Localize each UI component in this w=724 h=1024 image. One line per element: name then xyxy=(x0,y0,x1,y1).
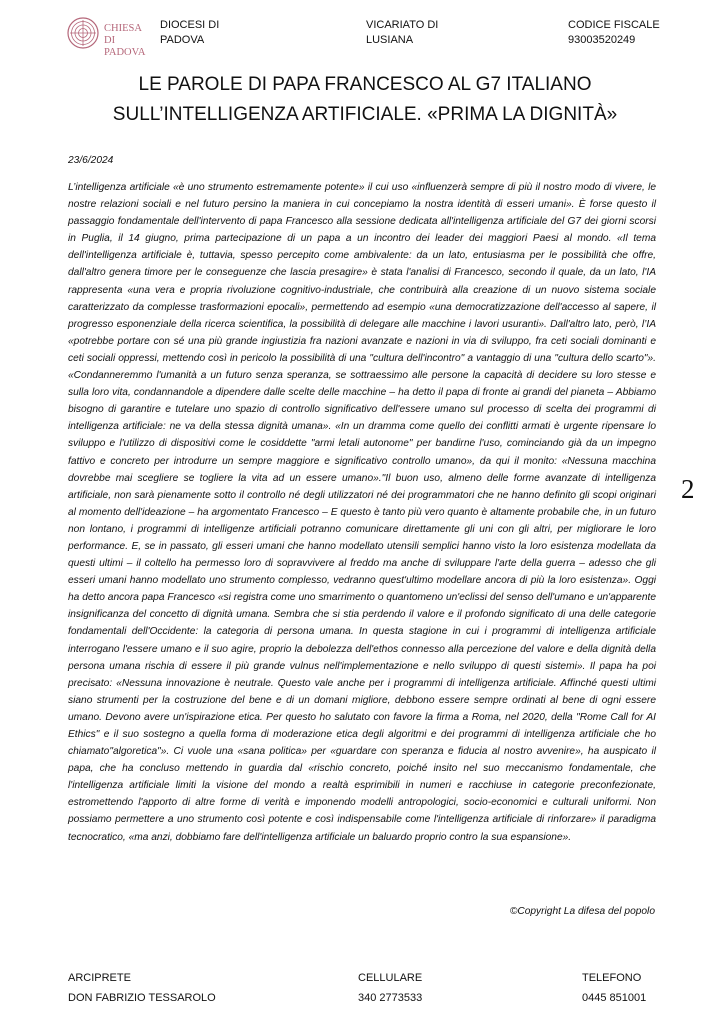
codice-fiscale-block xyxy=(568,18,660,48)
arciprete-label: ARCIPRETE xyxy=(68,972,131,984)
logo-emblem-icon xyxy=(66,16,100,50)
article-title xyxy=(60,70,670,130)
vicariato-block xyxy=(366,18,438,48)
logo-text xyxy=(104,23,150,59)
copyright-note: ©Copyright La difesa del popolo xyxy=(509,906,655,917)
article-date: 23/6/2024 xyxy=(68,155,114,166)
telefono-block xyxy=(582,968,646,1008)
title-line-2: SULL’INTELLIGENZA ARTIFICIALE. «PRIMA LA DIGNITÀ» xyxy=(112,104,618,125)
article-body: L’intelligenza artificiale «è uno strumento estremamente potente» il cui uso «influenzerà sempre di più il nostro modo di vivere, le nostre relazioni sociali e nel futuro persino la maniera in cui concepiamo la nostra identità di esseri umani». È forse questo il passaggio fondamentale dell'intervento di papa Francesco alla sessione dedicata all'intelligenza artificiale del G7 dei giorni scorsi in Puglia, il 14 giugno, prima partecipazione di un papa a un incontro dei leader dei maggiori Paesi al mondo. «Il tema dell'intelligenza artificiale è, tuttavia, spesso percepito come ambivalente: da un lato, entusiasma per le possibilità che offre, dall'altro genera timore per le conseguenze che lascia presagire» è stata l'analisi di Francesco, secondo il quale, da un lato, l'IA rappresenta «una vera e propria rivoluzione cognitivo-industriale, che contribuirà alla creazione di un nuovo sistema sociale caratterizzato da complesse trasformazioni epocali», permettendo ad esempio «una democratizzazione dell'accesso al sapere, il progresso esponenziale della ricerca scientifica, la possibilità di delegare alle macchine i lavori usuranti». Dall'altro lato, però, l’IA «potrebbe portare con sé una più grande ingiustizia fra nazioni avanzate e nazioni in via di sviluppo, fra ceti sociali dominanti e ceti sociali oppressi, mettendo così in pericolo la possibilità di una "cultura dell'incontro" a vantaggio di una "cultura dello scarto"». «Condanneremmo l'umanità a un futuro senza speranza, se sottraessimo alle persone la capacità di decidere su loro stesse e sulla loro vita, condannandole a dipendere dalle scelte delle macchine – ha detto il papa di fronte ai grandi del pianeta – Abbiamo bisogno di garantire e tutelare uno spazio di controllo significativo dell'essere umano sul processo di scelta dei programmi di intelligenza artificiale: ne va della stessa dignità umana». «In un dramma come quello dei conflitti armati è urgente ripensare lo sviluppo e l'utilizzo di dispositivi come le cosiddette "armi letali autonome" per bandirne l'uso, cominciando già da un impegno fattivo e concreto per introdurre un sempre maggiore e significativo controllo umano», da qui il monito: «Nessuna macchina dovrebbe mai scegliere se togliere la vita ad un essere umano»."Il buon uso, almeno delle forme avanzate di intelligenza artificiale, non sarà pienamente sotto il controllo né degli utilizzatori né dei programmatori che ne hanno definito gli scopi originari al momento dell'ideazione – ha argomentato Francesco – E questo è tanto più vero quanto è altamente probabile che, in un futuro non lontano, i programmi di intelligenze artificiali potranno comunicare direttamente gli uni con gli altri, per migliorare le loro performance. E, se in passato, gli esseri umani che hanno modellato utensili semplici hanno visto la loro esistenza modellata da questi ultimi – il coltello ha permesso loro di sopravvivere al freddo ma anche di sviluppare l'arte della guerra – adesso che gli esseri umani hanno modellato uno strumento complesso, vedranno quest'ultimo modellare ancora di più la loro esistenza». Oggi ha detto ancora papa Francesco «si registra come uno smarrimento o quantomeno un'eclissi del senso dell'umano e un'apparente insignificanza del concetto di dignità umana. Sembra che si stia perdendo il valore e il profondo significato di una delle categorie fondamentali dell'Occidente: la categoria di persona umana. In questa stagione in cui i programmi di intelligenza artificiale interrogano l'essere umano e il suo agire, proprio la debolezza dell'ethos connesso alla percezione del valore e della dignità della persona umana rischia di essere il più grande vulnus nell'implementazione e nello sviluppo di questi sistemi». Il papa ha poi precisato: «Nessuna innovazione è neutrale. Questo vale anche per i programmi di intelligenza artificiale. Affinché questi ultimi siano strumenti per la costruzione del bene e di un domani migliore, debbono essere sempre ordinati al bene di ogni essere umano. Devono avere un'ispirazione etica. Per questo ho salutato con favore la firma a Roma, nel 2020, della "Rome Call for AI Ethics" e il suo sostegno a quella forma di moderazione etica degli algoritmi e dei programmi di intelligenza artificiale che ho chiamato"algoretica"». Ci vuole una «sana politica» per «guardare con speranza e fiducia al nostro avvenire», ha auspicato il papa, che ha concluso mettendo in guardia dal «rischio concreto, poiché insito nel suo meccanismo fondamentale, che l'intelligenza artificiale limiti la visione del mondo a realtà esprimibili in numeri e racchiuse in categorie preconfezionate, estromettendo l'apporto di altre forme di verità e imponendo modelli antropologici, socio-economici e culturali uniformi. Non possiamo permettere a uno strumento così potente e così indispensabile come l'intelligenza artificiale di rinforzare» il paradigma tecnocratico, «ma anzi, dobbiamo fare dell'intelligenza artificiale un baluardo proprio contro la sua espansione». xyxy=(68,182,656,843)
arciprete-block xyxy=(68,968,216,1008)
page-number: 2 xyxy=(681,474,695,504)
codice-fiscale-label: CODICE FISCALE xyxy=(568,19,660,31)
logo-line1: CHIESA DI xyxy=(104,23,142,46)
cellulare-value: 340 2773533 xyxy=(358,992,423,1004)
telefono-label: TELEFONO xyxy=(582,972,642,984)
chiesa-di-padova-logo xyxy=(66,16,150,58)
logo-line2: PADOVA xyxy=(104,47,146,58)
diocesi-label: DIOCESI DI xyxy=(160,19,220,31)
arciprete-value: DON FABRIZIO TESSAROLO xyxy=(68,992,216,1004)
vicariato-label: VICARIATO DI xyxy=(366,19,439,31)
letterhead xyxy=(0,14,724,58)
codice-fiscale-value: 93003520249 xyxy=(568,34,636,46)
diocesi-block xyxy=(160,18,219,48)
title-line-1: LE PAROLE DI PAPA FRANCESCO AL G7 ITALIANO xyxy=(138,74,592,95)
diocesi-value: PADOVA xyxy=(160,34,205,46)
cellulare-label: CELLULARE xyxy=(358,972,423,984)
cellulare-block xyxy=(358,968,422,1008)
footer xyxy=(0,968,724,1012)
vicariato-value: LUSIANA xyxy=(366,34,414,46)
telefono-value: 0445 851001 xyxy=(582,992,647,1004)
